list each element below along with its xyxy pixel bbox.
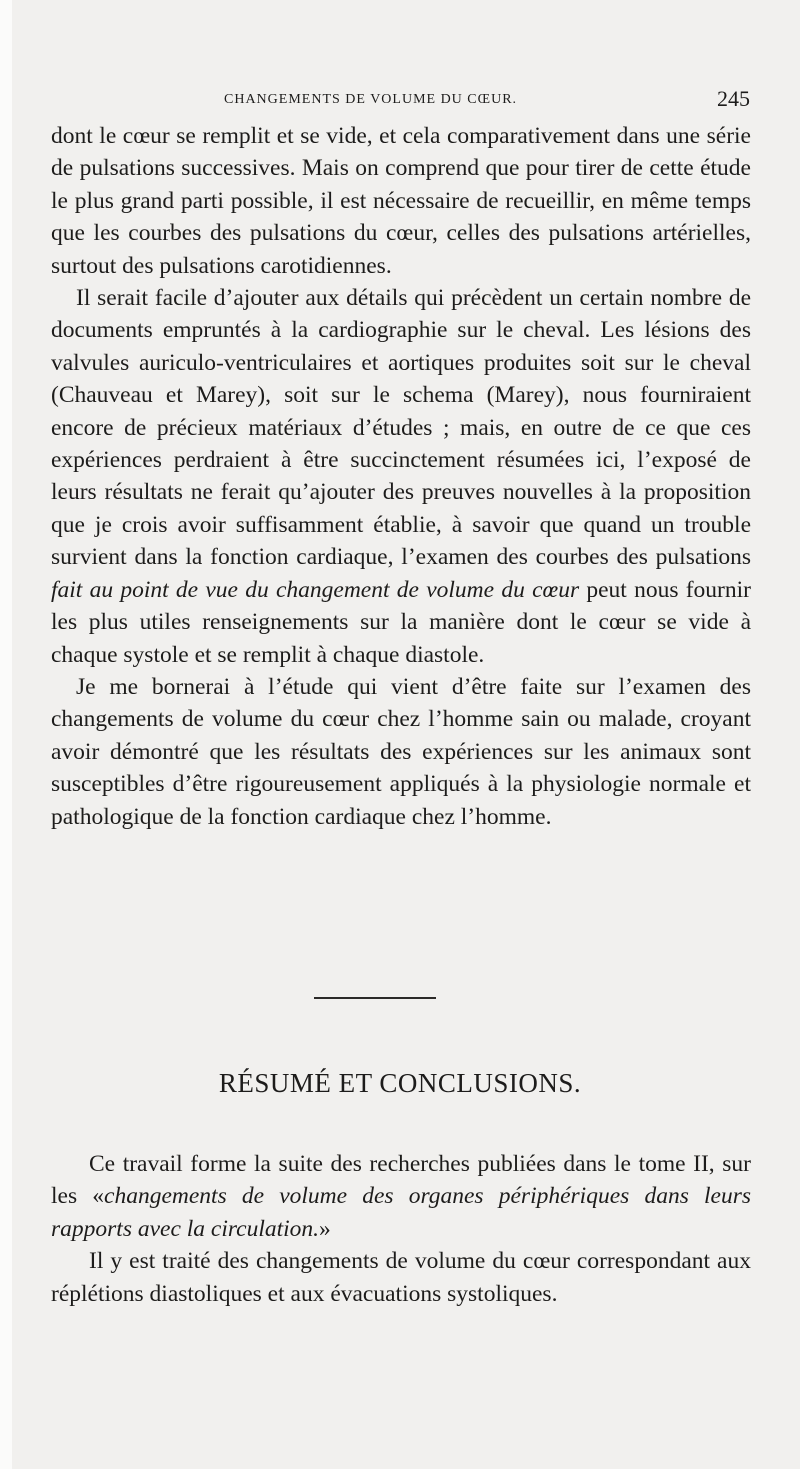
- conclusion-paragraph-1-end: »: [319, 1215, 331, 1242]
- paragraph-2-text-start: Il serait facile d’ajouter aux détails qui précèdent un certain nombre de documents empruntés à la cardiographie sur le cheval. Les lésions des valvules auriculo-ventriculaires et aortiques produites soit sur le cheval (Chauveau et Marey), soit sur le schema (Marey), nous fourniraient encore de précieux matériaux d’études ; mais, en outre de ce que ces expériences perdraient à être succinctement résumées ici, l’exposé de leurs résultats ne ferait qu’ajouter des preuves nouvelles à la proposition que je crois avoir suffisamment établie, à savoir que quand un trouble survient dans la fonction cardiaque, l’examen des courbes des pulsations: [51, 285, 751, 571]
- conclusion-paragraph-2-text: Il y est traité des changements de volume du cœur correspondant aux réplétions diastoliques et aux évacuations systoliques.: [51, 1248, 751, 1307]
- body-text: [51, 120, 751, 833]
- paragraph-1-text: dont le cœur se remplit et se vide, et cela comparativement dans une série de pulsations successives. Mais on comprend que pour tirer de cette étude le plus grand parti possible, il est nécessaire de recueillir, en même temps que les courbes des pulsations du cœur, celles des pulsations artérielles, surtout des pulsations carotidiennes.: [51, 123, 751, 279]
- conclusion-paragraph-1-start: Ce travail forme la suite des recherches publiées dans le tome II, sur les «: [51, 1151, 751, 1210]
- conclusions-text: [51, 1148, 751, 1310]
- conclusion-paragraph-1-emphasis: changements de volume des organes périphériques dans leurs rapports avec la circulation.: [51, 1183, 751, 1242]
- paragraph-3-text: Je me bornerai à l’étude qui vient d’être faite sur l’examen des changements de volume du cœur chez l’homme sain ou malade, croyant avoir démontré que les résultats des expériences sur les animaux sont susceptibles d’être rigoureusement appliqués à la physiologie normale et pathologique de la fonction cardiaque chez l’homme.: [51, 673, 751, 830]
- paragraph-1: [51, 120, 751, 282]
- page-number: 245: [717, 86, 750, 111]
- page-margin-edge: [0, 0, 12, 1469]
- paragraph-3: [51, 671, 751, 833]
- paragraph-2-text-end: peut nous fournir les plus utiles renseignements sur la manière dont le cœur se vide à chaque systole et se remplit à chaque diastole.: [51, 576, 751, 668]
- running-head: [42, 86, 750, 116]
- conclusion-paragraph-1: [51, 1148, 751, 1245]
- section-divider: [314, 997, 436, 999]
- paragraph-2: [51, 282, 751, 671]
- section-heading: RÉSUMÉ ET CONCLUSIONS.: [218, 1068, 582, 1098]
- paragraph-2-emphasis: fait au point de vue du changement de volume du cœur: [51, 576, 580, 603]
- conclusion-paragraph-2: [51, 1245, 751, 1310]
- running-title: CHANGEMENTS DE VOLUME DU CŒUR.: [224, 92, 518, 107]
